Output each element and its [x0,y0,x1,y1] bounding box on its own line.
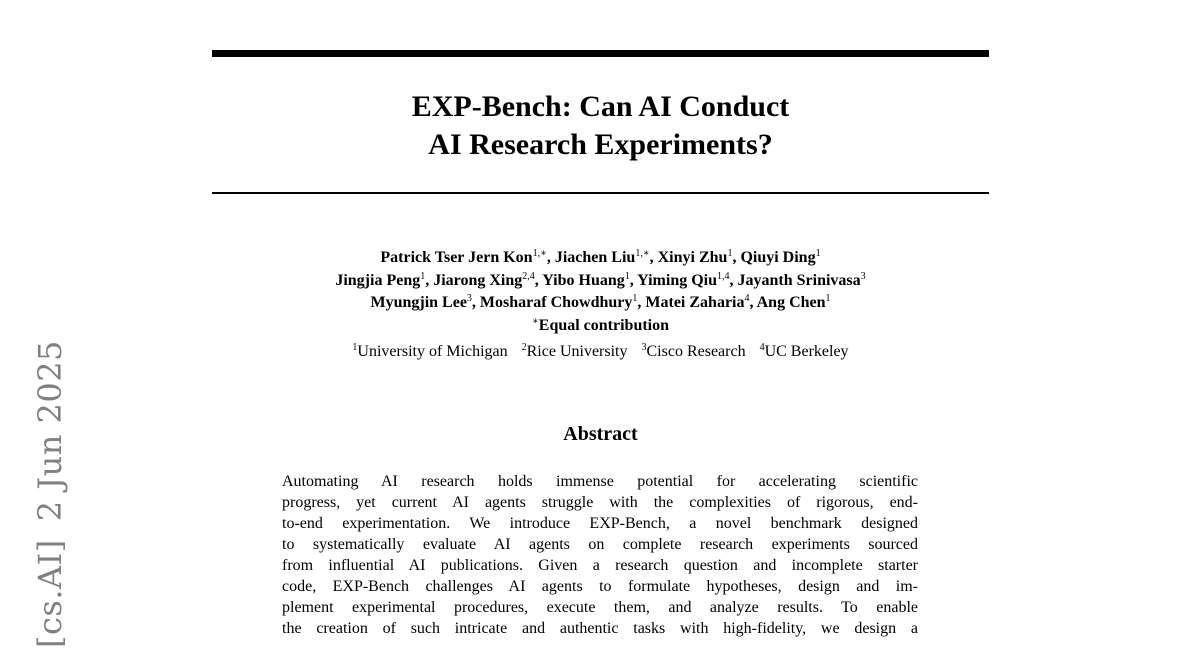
affiliation-item [522,343,628,360]
author-line-2: Jingjia Peng$^1$, Jiarong Xing$^{2,4}$, Yibo Huang$^1$, Yiming Qiu$^{1,4}$, Jayanth Srinivasa$^3$ [335,270,866,289]
author-affil-mark: 1 [624,270,630,282]
author-block [212,247,989,337]
author-name: Ang Chen [756,294,826,311]
author-affil-mark: 2,4 [522,270,535,282]
affiliation-name: UC Berkeley [764,343,849,360]
author-name: Qiuyi Ding [740,249,816,266]
title-line-2: AI Research Experiments? [428,128,773,161]
author-affil-mark: 1 [727,248,733,259]
affiliation-name: Rice University [526,343,628,360]
author-affil-mark: 3 [466,293,472,304]
equal-contribution-text: Equal contribution [538,316,670,334]
arxiv-category: [cs.AI] [31,539,69,648]
author-affil-mark: 4 [744,293,750,304]
affiliation-item [642,343,746,360]
affiliation-mark: 2 [521,342,527,353]
author-affil-mark: 1 [632,293,638,304]
author-affil-mark: 1,4 [717,270,730,282]
arxiv-date: 2 Jun 2025 [31,340,69,522]
author-name: Mosharaf Chowdhury [479,294,633,311]
equal-contribution-mark: ∗ [531,315,539,327]
author-affil-mark: 1 [815,248,821,259]
abstract-line: Automating AI research holds immense potential for accelerating scientific [282,473,918,490]
paper-title [212,88,989,164]
affiliation-mark: 4 [759,342,765,353]
author-name: Myungjin Lee [370,294,467,311]
abstract-line: to systematically evaluate AI agents on complete research experiments sourced [282,536,918,553]
author-affil-mark: 3 [860,270,866,282]
author-name: Xinyi Zhu [657,249,728,266]
abstract-line: code, EXP-Bench challenges AI agents to formulate hypotheses, design and im- [282,578,918,595]
author-name: Jayanth Srinivasa [737,271,861,289]
equal-contribution-note [212,315,989,338]
author-name: Jingjia Peng [335,271,421,289]
author-affil-mark: 1 [825,293,831,304]
abstract-body [282,471,918,639]
affiliation-name: Cisco Research [646,343,746,360]
title-line-1: EXP-Bench: Can AI Conduct [411,90,790,123]
author-line-3: Myungjin Lee$^3$, Mosharaf Chowdhury$^1$, Matei Zaharia$^4$, Ang Chen$^1$ [370,293,831,311]
author-name: Jiachen Liu [554,249,636,266]
author-name: Matei Zaharia [645,294,745,311]
affiliations [212,342,989,362]
affiliation-item [352,343,507,360]
abstract-line: progress, yet current AI agents struggle with the complexities of rigorous, end- [282,494,918,511]
title-bottom-rule [212,192,989,194]
author-line-1: Patrick Tser Jern Kon$^{1,∗}$, Jiachen Liu$^{1,∗}$, Xinyi Zhu$^1$, Qiuyi Ding$^1$ [380,248,821,266]
author-affil-mark: 1,∗ [532,248,547,259]
author-affil-mark: 1 [420,270,426,282]
author-affil-mark: 1,∗ [635,248,650,259]
author-name: Patrick Tser Jern Kon [380,249,533,266]
abstract-line: plement experimental procedures, execute them, and analyze results. To enable [282,599,918,616]
abstract-line: from influential AI publications. Given a research question and incomplete starter [282,557,918,574]
author-name: Jiarong Xing [433,271,523,289]
arxiv-side-stamp [30,340,70,648]
abstract-heading: Abstract [563,423,638,445]
author-name: Yibo Huang [542,271,625,289]
affiliation-mark: 3 [641,342,647,353]
affiliation-item [760,343,849,360]
abstract-line: the creation of such intricate and authentic tasks with high-fidelity, we design a [282,620,918,637]
affiliation-mark: 1 [352,342,358,353]
author-name: Yiming Qiu [637,271,718,289]
title-top-rule [212,50,989,57]
affiliation-name: University of Michigan [357,343,508,360]
abstract-line: to-end experimentation. We introduce EXP-Bench, a novel benchmark designed [282,515,918,532]
